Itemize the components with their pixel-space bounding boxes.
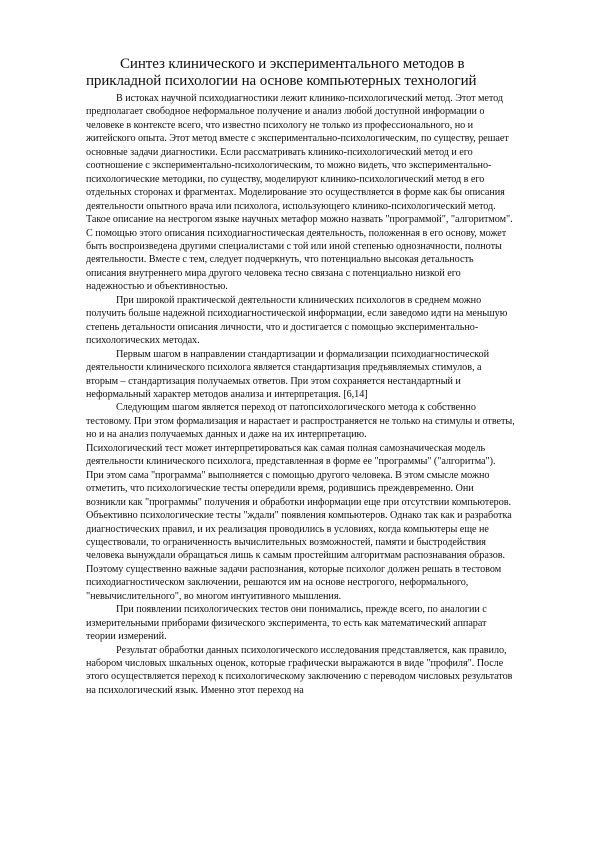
paragraph-5: Психологический тест может интерпретироваться как самая полная самозначическая модель деятельности клинического психолога, представленная в форме ее "программы" ("алгоритма"). При этом сама "программа" выполняется с помощью другого человека. В этом смысле можно отметить, что психологические тесты опередили время, родившись преждевременно. Они возникли как "программы" получения и обработки информации еще при отсутствии компьютеров. Объективно психологические тесты "ждали" появления компьютеров. Однако так как и разработка диагностических правил, и их реализация проводились в условиях, когда компьютеры еще не существовали, то ограниченность вычислительных возможностей, памяти и быстродействия человека вынуждали обращаться лишь к самым простейшим алгоритмам распознавания образов. Поэтому существенно важные задачи распознания, которые психолог должен решать в тестовом психодиагностическом заключении, решаются им на основе нестрогого, неформального, "невычислительного", во многом интуитивного мышления.	[86, 442, 512, 602]
paragraph-1: В истоках научной психодиагностики лежит клинико-психологический метод. Этот метод предполагает свободное неформальное получение и анализ любой доступной информации о человеке в контексте всего, что известно психологу не только из профессионального, но и житейского опыта. Этот метод вместе с экспериментально-психологическим, по существу, решает основные задачи диагностики. Если рассматривать клинико-психологический метод и его соотношение с экспериментально-психологическим, то можно видеть, что экспериментально-психологические методики, по существу, моделируют клинико-психологический метод в его отдельных сторонах и фрагментах. Моделирование это осуществляется в форме как бы описания деятельности опытного врача или психолога, использующего клинико-психологический метод. Такое описание на нестрогом языке научных метафор можно назвать "программой", "алгоритмом". С помощью этого описания психодиагностическая деятельность, положенная в его основу, может быть воспроизведена другими специалистами с той или иной степенью однозначности, полноты деятельности. Вместе с тем, следует подчеркнуть, что потенциально высокая детальность описания внутреннего мира другого человека тесно связана с потенциально низкой его надежностью и объективностью.	[86, 93, 513, 293]
paragraph-7: Результат обработки данных психологического исследования представляется, как правило, набором числовых шкальных оценок, которые графически выражаются в виде "профиля". После этого осуществляется переход к психологическому заключению с переводом числовых результатов на психологический язык. Именно этот переход на	[86, 644, 513, 696]
paragraph-6: При появлении психологических тестов они понимались, прежде всего, по аналогии с измерительными приборами физического эксперимента, то есть как математический аппарат теории измерений.	[86, 604, 487, 643]
title-line-1: Синтез клинического и экспериментального методов в	[120, 56, 465, 72]
paragraph-3: Первым шагом в направлении стандартизации и формализации психодиагностической деятельности клинического психолога является стандартизация предъявляемых стимулов, а вторым – стандартизация получаемых ответов. При этом сохраняется нестандартный и неформальный характер методов анализа и интерпретация. [6,14]	[86, 348, 489, 400]
title-line-2: прикладной психологии на основе компьютерных технологий	[86, 73, 477, 89]
document-title	[86, 56, 515, 90]
paragraph-4: Следующим шагом является переход от патопсихологического метода к собственно тестовому. При этом формализация и нарастает и распространяется не только на стимулы и ответы, но и на анализ получаемых данных и даже на их интерпретацию.	[86, 402, 515, 441]
paragraph-2: При широкой практической деятельности клинических психологов в среднем можно получить больше надежной психодиагностической информации, если заведомо идти на меньшую степень детальности описания личности, что и достигается с помощью экспериментально-психологических методах.	[86, 294, 508, 347]
